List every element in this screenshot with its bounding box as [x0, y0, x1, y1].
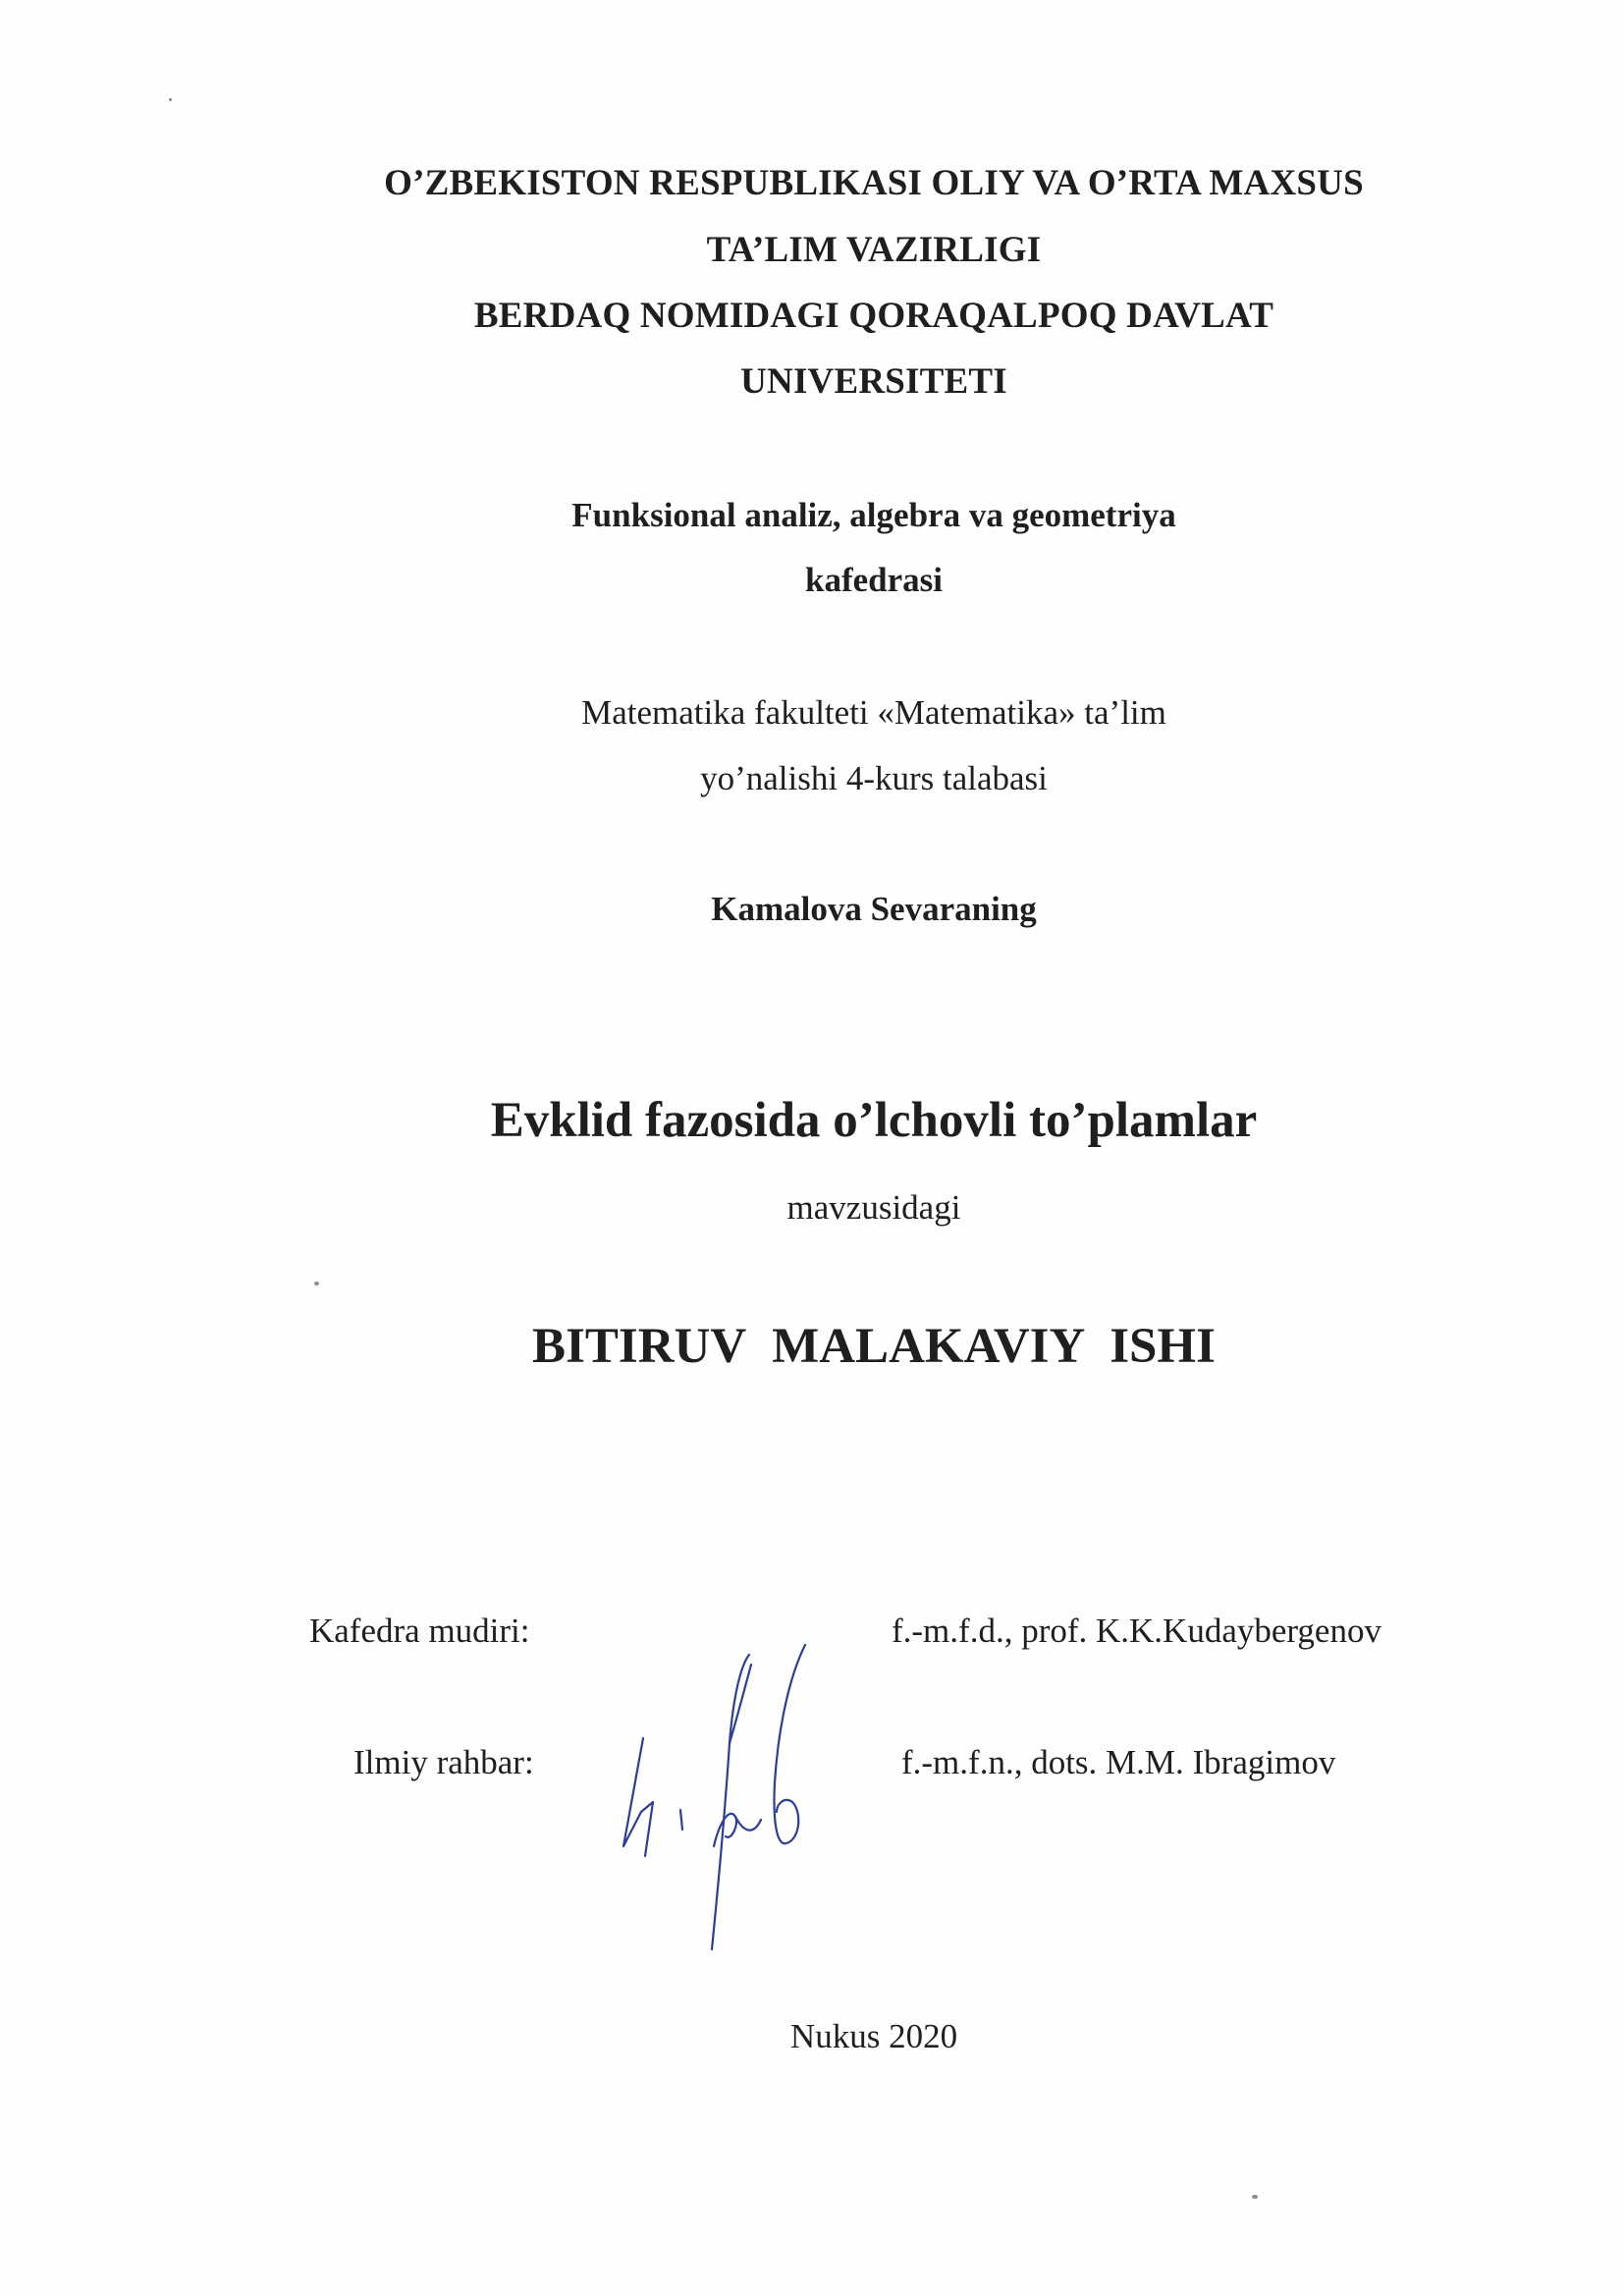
head-of-department-label: Kafedra mudiri: [309, 1612, 530, 1650]
thesis-topic-title: Evklid fazosida o’lchovli to’plamlar [490, 1093, 1258, 1148]
thesis-type-heading: BITIRUV MALAKAVIY ISHI [532, 1319, 1216, 1374]
place-and-year: Nukus 2020 [789, 2017, 958, 2055]
ministry-name-line-2: TA’LIM VAZIRLIGI [706, 230, 1042, 270]
scan-speck [1252, 2195, 1258, 2199]
department-name-line-2: kafedrasi [805, 561, 943, 599]
university-name-line-2: UNIVERSITETI [740, 361, 1007, 402]
scientific-advisor-name: f.-m.f.n., dots. M.M. Ibragimov [901, 1743, 1336, 1781]
faculty-info-line-2: yo’nalishi 4-kurs talabasi [700, 759, 1048, 797]
faculty-info-line-1: Matematika fakulteti «Matematika» ta’lim [581, 693, 1166, 732]
department-name-line-1: Funksional analiz, algebra va geometriya [571, 496, 1176, 534]
advisor-signature [604, 1635, 839, 1959]
scientific-advisor-label: Ilmiy rahbar: [353, 1743, 534, 1781]
university-name-line-1: BERDAQ NOMIDAGI QORAQALPOQ DAVLAT [473, 296, 1274, 336]
thesis-topic-suffix: mavzusidagi [786, 1188, 961, 1227]
ministry-name-line-1: O’ZBEKISTON RESPUBLIKASI OLIY VA O’RTA MAXSUS [384, 163, 1364, 203]
head-of-department-name: f.-m.f.d., prof. K.K.Kudaybergenov [892, 1612, 1381, 1650]
scan-speck [314, 1282, 319, 1285]
scan-speck [169, 98, 172, 101]
student-name: Kamalova Sevaraning [711, 890, 1037, 928]
